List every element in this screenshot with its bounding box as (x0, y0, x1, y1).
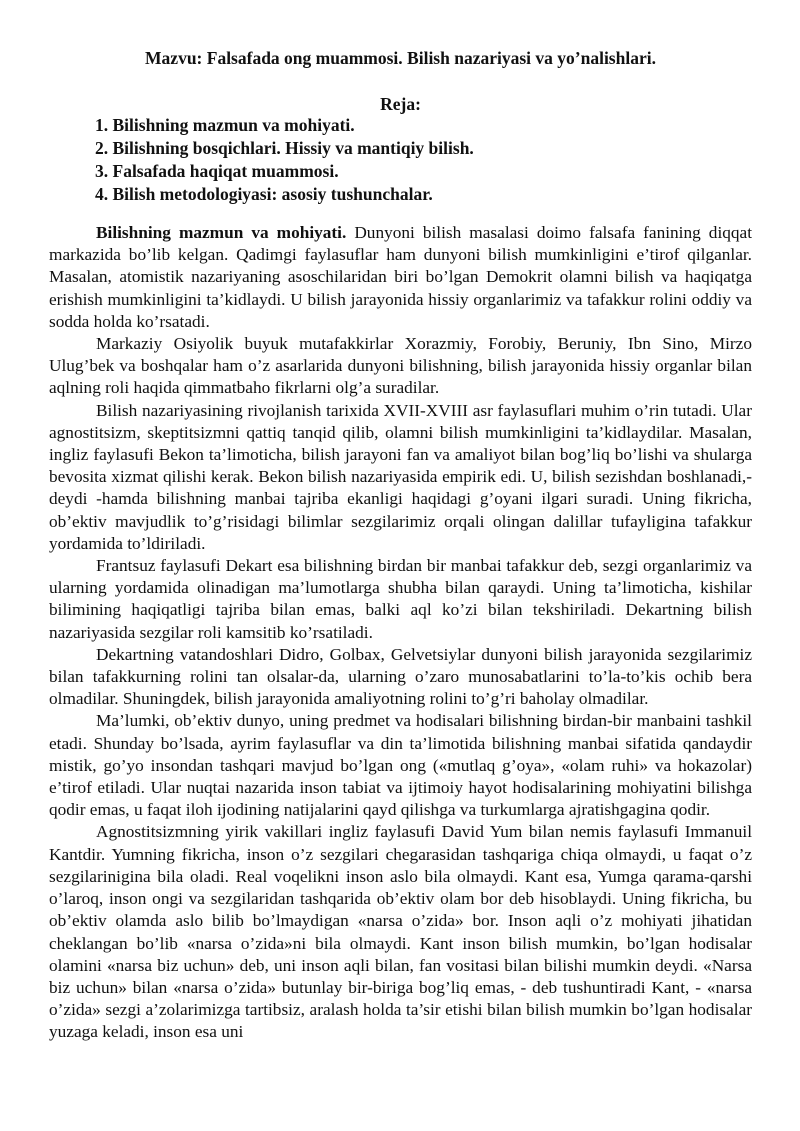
paragraph (49, 222, 752, 333)
paragraph: Frantsuz faylasufi Dekart esa bilishning birdan bir manbai tafakkur deb, sezgi organlarimiz va ularning yordamida olinadigan ma’lumotlarga shubha bilan qaraydi. Uning ta’limoticha, kishilar bilimining haqiqatligi tajriba bilan emas, balki aql ko’zi bilan tekshiriladi. Dekartning bilish nazariyasida sezgilar roli kamsitib ko’rsatiladi. (49, 556, 752, 642)
document-title: Mazvu: Falsafada ong muammosi. Bilish nazariyasi va yo’nalishlari. (145, 48, 656, 68)
plan-item: 4. Bilish metodologiyasi: asosiy tushunchalar. (95, 184, 433, 204)
section-body (49, 222, 752, 1044)
plan-item: 3. Falsafada haqiqat muammosi. (95, 161, 339, 181)
paragraph: Ma’lumki, ob’ektiv dunyo, uning predmet va hodisalari bilishning birdan-bir manbaini tashkil etadi. Shunday bo’lsada, ayrim faylasuflar va din ta’limotida bilishning manbai sifatida qandaydir mistik, go’yo insondan tashqari mavjud bo’lgan ong («mutlaq g’oya», «olam ruhi» va hokazolar) e’tirof etiladi. Ular nuqtai nazarida inson tabiat va ijtimoiy hayot hodisalarining mohiyatini bilishga qodir emas, u faqat iloh ijodining natijalarini qayd qilishga va turkumlarga ajratishgagina qodir. (49, 711, 752, 820)
plan-item: 2. Bilishning bosqichlari. Hissiy va mantiqiy bilish. (95, 138, 474, 158)
paragraph: Dekartning vatandoshlari Didro, Golbax, Gelvetsiylar dunyoni bilish jarayonida sezgilarimiz bilan tafakkurning rolini tan olsalar-da, ularning o’zaro munosabatlarini to’la-to’kis ochib bera olmadilar. Shuningdek, bilish jarayonida amaliyotning rolini to’g’ri baholay olmadilar. (49, 644, 752, 709)
plan-heading: Reja: (380, 94, 421, 114)
plan-item: 1. Bilishning mazmun va mohiyati. (95, 115, 355, 135)
paragraph: Bilish nazariyasining rivojlanish tarixida XVII-XVIII asr faylasuflari muhim o’rin tutadi. Ular agnostitsizm, skeptitsizmni qattiq tanqid qilib, olamni bilish mumkinligini ta’kidlaydilar. Masalan, ingliz faylasufi Bekon ta’limoticha, bilish jarayoni fan va amaliyot bilan bog’liq bo’lishi va shularga bevosita xizmat qilishi kerak. Bekon bilish nazariyasida empirik edi. U, bilish sezishdan boshlanadi,- deydi -hamda bilishning manbai tajriba ekanligi haqidagi g’oyani ilgari suradi. Uning fikricha, ob’ektiv mavjudlik to’g’risidagi bilimlar sezgilarimiz orqali olingan dalillar tufayligina tafakkur yordamida to’ldiriladi. (49, 400, 752, 553)
section-heading: Bilishning mazmun va mohiyati. (96, 223, 347, 242)
plan-list (95, 114, 474, 206)
paragraph-text: Dunyoni bilish masalasi doimo falsafa fanining diqqat markazida bo’lib kelgan. Qadimgi faylasuflar ham dunyoni bilish mumkinligini e’tirof qilganlar. Masalan, atomistik nazariyaning asoschilaridan biri bo’lgan Demokrit olamni bilish va haqiqatga erishish mumkinligini ta’kidlaydi. U bilish jarayonida hissiy organlarimiz va tafakkur rolini oddiy va sodda holda ko’rsatadi. (49, 223, 752, 331)
paragraph: Agnostitsizmning yirik vakillari ingliz faylasufi David Yum bilan nemis faylasufi Immanuil Kantdir. Yumning fikricha, inson o’z sezgilari chegarasidan tashqariga chiqa olmaydi, u faqat o’z sezgilarinigina bila oladi. Real voqelikni inson aslo bila olmaydi. Kant esa, Yumga qarama-qarshi o’laroq, inson ongi va sezgilaridan tashqarida ob’ektiv olam bor deb hisoblaydi. Uning fikricha, bu ob’ektiv olamda aslo bilib bo’lmaydigan «narsa o’zida» bor. Inson aqli o’z mohiyati jihatidan cheklangan bo’lib «narsa o’zida»ni bila olmaydi. Kant inson bilish mumkin, bo’lgan hodisalar olamini «narsa biz uchun» deb, uni inson aqli bilan, fan vositasi bilan bilishi mumkin deydi. «Narsa biz uchun» bilan «narsa o’zida» butunlay bir-biriga bog’liq emas, - deb tushuntiradi Kant, - «narsa o’zida» sezgi a’zolarimizga tartibsiz, aralash holda ta’sir etishi bilan bilish mumkin bo’lgan hodisalar yuzaga keladi, inson esa uni (49, 822, 752, 1042)
paragraph: Markaziy Osiyolik buyuk mutafakkirlar Xorazmiy, Forobiy, Beruniy, Ibn Sino, Mirzo Ulug’bek va boshqalar ham o’z asarlarida dunyoni bilishning, bilish jarayonida hissiy organlar bilan aqlning roli haqida qimmatbaho fikrlarni olg’a suradilar. (49, 334, 752, 398)
